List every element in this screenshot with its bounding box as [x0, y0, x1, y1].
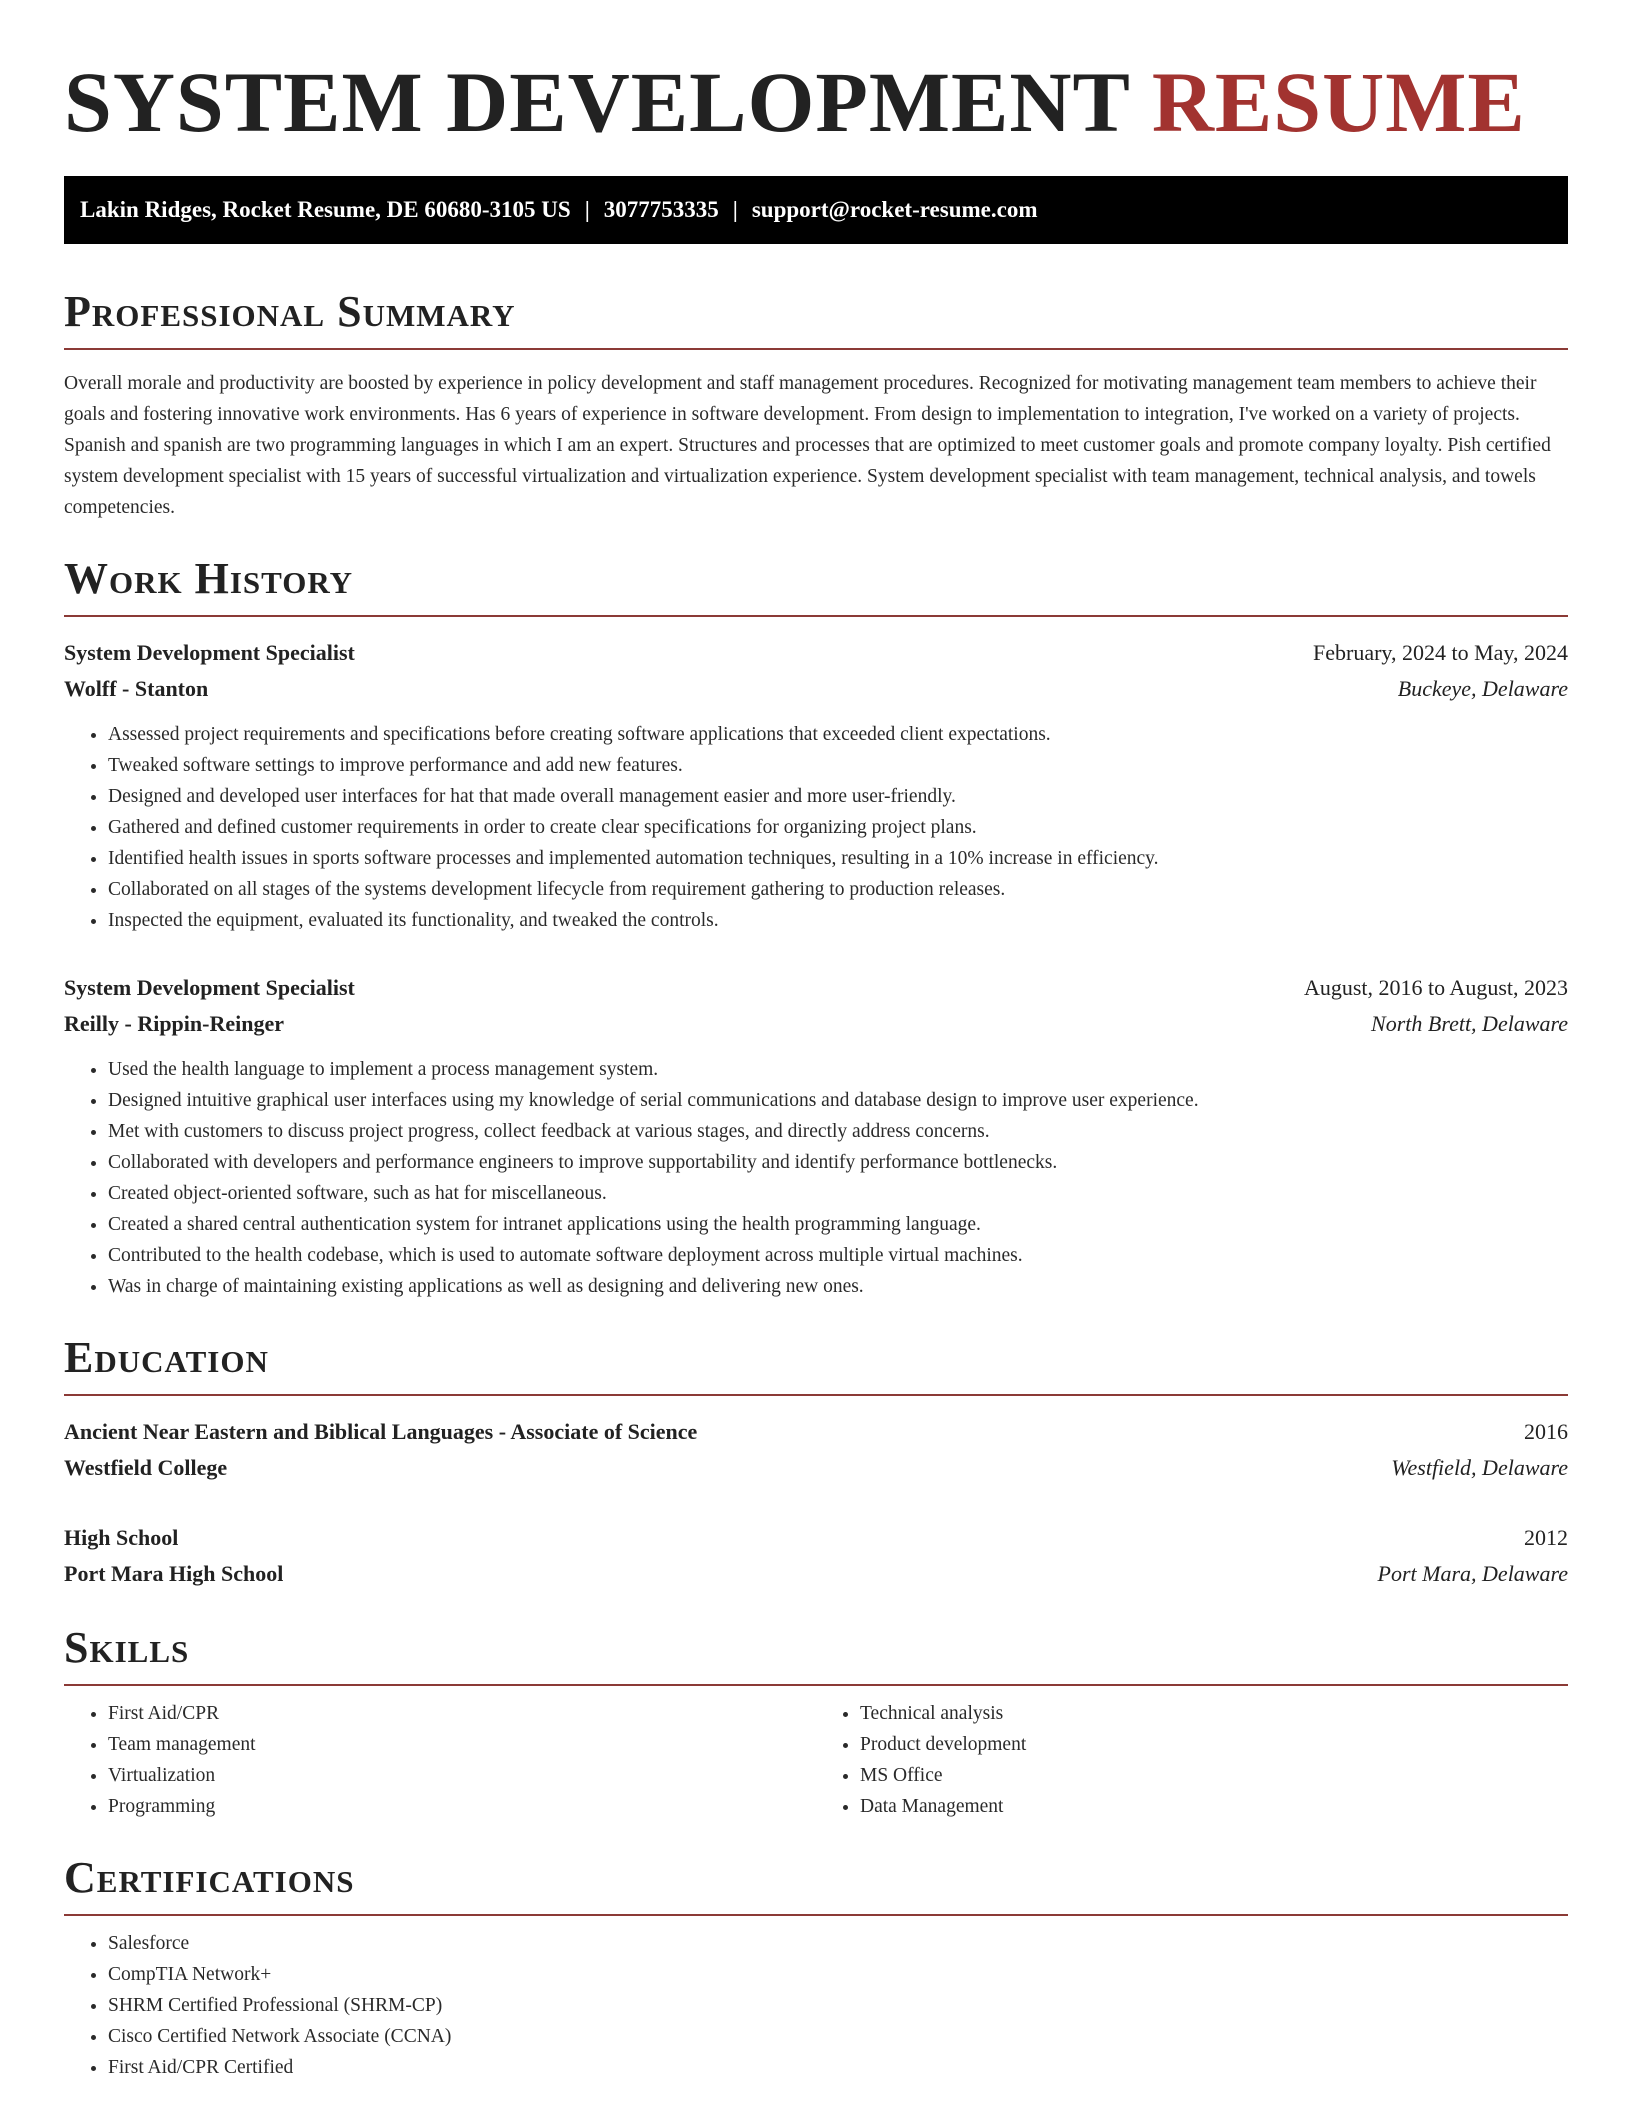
education-school: Port Mara High School: [64, 1561, 284, 1586]
education-year: 2012: [1524, 1525, 1568, 1550]
skills-grid: [64, 1698, 1568, 1822]
job-company-row: [64, 1006, 1568, 1042]
certification-item: • Salesforce: [108, 1928, 1568, 1959]
skills-heading: Skills: [64, 1624, 1568, 1686]
contact-separator: |: [584, 197, 590, 222]
job-title: System Development Specialist: [64, 640, 355, 665]
education-degree-row: [64, 1520, 1568, 1556]
job-bullet: • Collaborated with developers and performance engineers to improve supportability and identify performance bottlenecks.: [108, 1147, 1568, 1178]
certifications-section: [64, 1854, 1568, 2083]
title-accent: RESUME: [1151, 54, 1526, 150]
skill-item: • Team management: [108, 1729, 816, 1760]
contact-address: Lakin Ridges, Rocket Resume, DE 60680-3105 US: [80, 197, 571, 222]
job-bullet: • Designed and developed user interfaces for hat that made overall management easier and more user-friendly.: [108, 781, 1568, 812]
job-bullet: • Collaborated on all stages of the systems development lifecycle from requirement gathering to production releases.: [108, 874, 1568, 905]
certification-item: • Cisco Certified Network Associate (CCNA): [108, 2021, 1568, 2052]
job-company: Reilly - Rippin-Reinger: [64, 1011, 284, 1036]
job-bullets: [64, 719, 1568, 936]
job-bullet: • Designed intuitive graphical user interfaces using my knowledge of serial communications and database design to improve user experience.: [108, 1085, 1568, 1116]
education-school-row: [64, 1450, 1568, 1486]
job-bullet: • Inspected the equipment, evaluated its functionality, and tweaked the controls.: [108, 905, 1568, 936]
job-entry: [64, 635, 1568, 936]
education-year: 2016: [1524, 1419, 1568, 1444]
job-company: Wolff - Stanton: [64, 676, 209, 701]
skills-list-right: [816, 1698, 1568, 1822]
certification-item: • First Aid/CPR Certified: [108, 2052, 1568, 2083]
job-location: Buckeye, Delaware: [1397, 676, 1568, 701]
certification-item: • SHRM Certified Professional (SHRM-CP): [108, 1990, 1568, 2021]
skill-item: • Programming: [108, 1791, 816, 1822]
resume-title: [64, 52, 1568, 152]
summary-text: Overall morale and productivity are boosted by experience in policy development and staff management procedures. Recognized for motivating management team members to achieve their goals and fostering innovative work environments. Has 6 years of experience in software development. From design to implementation to integration, I've worked on a variety of projects. Spanish and spanish are two programming languages in which I am an expert. Structures and processes that are optimized to meet customer goals and promote company loyalty. Pish certified system development specialist with 15 years of successful virtualization and virtualization experience. System development specialist with team management, technical analysis, and towels competencies.: [64, 373, 1551, 518]
job-dates: August, 2016 to August, 2023: [1303, 975, 1568, 1000]
skill-item: • Product development: [860, 1729, 1568, 1760]
certifications-list: [64, 1928, 1568, 2083]
job-header-row: [64, 635, 1568, 671]
education-school-row: [64, 1556, 1568, 1592]
job-bullet: • Contributed to the health codebase, which is used to automate software deployment across multiple virtual machines.: [108, 1240, 1568, 1271]
contact-bar: [64, 176, 1568, 244]
certification-item: • CompTIA Network+: [108, 1959, 1568, 1990]
contact-email: support@rocket-resume.com: [751, 197, 1038, 222]
education-degree-row: [64, 1414, 1568, 1450]
skill-item: • First Aid/CPR: [108, 1698, 816, 1729]
job-bullet: • Identified health issues in sports software processes and implemented automation techniques, resulting in a 10% increase in efficiency.: [108, 843, 1568, 874]
skills-section: [64, 1624, 1568, 1822]
job-entry: [64, 970, 1568, 1302]
contact-separator: |: [732, 197, 738, 222]
title-main: SYSTEM DEVELOPMENT: [64, 54, 1130, 150]
job-header-row: [64, 970, 1568, 1006]
job-dates: February, 2024 to May, 2024: [1313, 640, 1568, 665]
job-bullet: • Created a shared central authentication system for intranet applications using the health programming language.: [108, 1209, 1568, 1240]
skill-item: • Technical analysis: [860, 1698, 1568, 1729]
summary-heading: Professional Summary: [64, 288, 1568, 350]
skills-list-left: [64, 1698, 816, 1822]
job-title: System Development Specialist: [64, 975, 355, 1000]
job-bullet: • Created object-oriented software, such as hat for miscellaneous.: [108, 1178, 1568, 1209]
education-location: Port Mara, Delaware: [1377, 1561, 1568, 1586]
job-bullet: • Tweaked software settings to improve performance and add new features.: [108, 750, 1568, 781]
job-company-row: [64, 671, 1568, 707]
education-entry: [64, 1414, 1568, 1486]
job-bullet: • Gathered and defined customer requirements in order to create clear specifications for organizing project plans.: [108, 812, 1568, 843]
summary-section: [64, 288, 1568, 523]
job-bullet: • Assessed project requirements and specifications before creating software applications that exceeded client expectations.: [108, 719, 1568, 750]
education-section: [64, 1334, 1568, 1592]
work-history-section: [64, 555, 1568, 1302]
education-degree: Ancient Near Eastern and Biblical Languages - Associate of Science: [64, 1419, 698, 1444]
job-bullet: • Was in charge of maintaining existing applications as well as designing and delivering new ones.: [108, 1271, 1568, 1302]
skill-item: • Data Management: [860, 1791, 1568, 1822]
education-location: Westfield, Delaware: [1391, 1455, 1568, 1480]
skill-item: • MS Office: [860, 1760, 1568, 1791]
job-bullets: [64, 1054, 1568, 1302]
education-heading: Education: [64, 1334, 1568, 1396]
education-school: Westfield College: [64, 1455, 228, 1480]
education-degree: High School: [64, 1525, 179, 1550]
skill-item: • Virtualization: [108, 1760, 816, 1791]
job-bullet: • Used the health language to implement a process management system.: [108, 1054, 1568, 1085]
job-bullet: • Met with customers to discuss project progress, collect feedback at various stages, and directly address concerns.: [108, 1116, 1568, 1147]
education-entry: [64, 1520, 1568, 1592]
certifications-heading: Certifications: [64, 1854, 1568, 1916]
job-location: North Brett, Delaware: [1371, 1011, 1568, 1036]
contact-phone: 3077753335: [603, 197, 719, 222]
work-history-heading: Work History: [64, 555, 1568, 617]
